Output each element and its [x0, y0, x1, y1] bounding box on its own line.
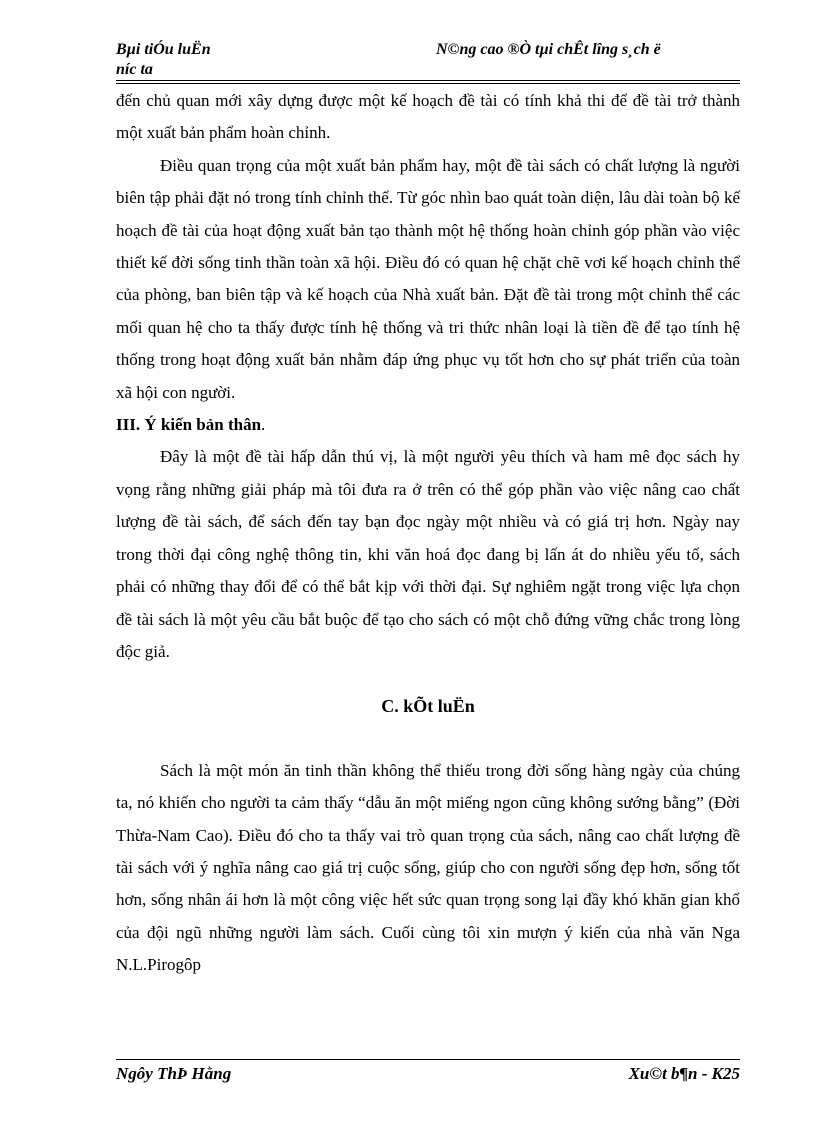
paragraph-4: Sách là một món ăn tinh thần không thể thiếu trong đời sống hàng ngày của chúng ta, nó khiến cho người ta cảm thấy “dẫu ăn một miếng ngon cũng không sướng bằng” (Đời Thừa-Nam Cao). Điều đó cho ta thấy vai trò quan trọng của sách, nâng cao chất lượng đề tài sách với ý nghĩa nâng cao giá trị cuộc sống, giúp cho con người sống đẹp hơn, sống tốt hơn, sống nhân ái hơn là một công việc hết sức quan trọng song lại đầy khó khăn gian khổ của đội ngũ những người làm sách. Cuối cùng tôi xin mượn ý kiến của nhà văn Nga N.L.Pirogôp: [116, 760, 740, 975]
header-rule-1: [116, 80, 740, 81]
body-text: [116, 85, 740, 982]
section-title-c: C. kÕt luËn: [381, 696, 475, 717]
footer-right: Xu©t b¶n - K25: [628, 1064, 740, 1083]
footer-rule: [116, 1059, 740, 1060]
paragraph-3: Đây là một đề tài hấp dẫn thú vị, là một người yêu thích và ham mê đọc sách hy vọng rằng những giải pháp mà tôi đưa ra ở trên có thể góp phần vào việc nâng cao chất lượng đề tài sách, để sách đến tay bạn đọc ngày một nhiều và có giá trị hơn. Ngày nay trong thời đại công nghệ thông tin, khi văn hoá đọc đang bị lấn át do nhiều yếu tố, sách phải có những thay đổi để có thể bắt kịp với thời đại. Sự nghiêm ngặt trong việc lựa chọn đề tài sách là một yêu cầu bắt buộc để tạo cho sách có một chỗ đứng vững chắc trong lòng độc giả.: [116, 447, 740, 661]
header-left-line2: níc ta: [116, 61, 153, 78]
header-left-line1: Bµi tiÓu luËn: [116, 41, 211, 58]
header-right: N©ng cao ®Ò tµi chÊt lîng s¸ch ë: [436, 41, 661, 58]
paragraph-2: Điều quan trọng của một xuất bản phẩm hay, một đề tài sách có chất lượng là người biên tập phải đặt nó trong tính chỉnh thể. Từ góc nhìn bao quát toàn diện, lâu dài toàn bộ kế hoạch đề tài của hoạt động xuất bản tạo thành một hệ thống hoàn chỉnh góp phần vào việc thiết kế đời sống tinh thần toàn xã hội. Điều đó có quan hệ chặt chẽ vơi kế hoạch chỉnh thể của phòng, ban biên tập và kế hoạch của Nhà xuất bản. Đặt đề tài trong một chỉnh thể các mối quan hệ cho ta thấy được tính hệ thống và tri thức nhân loại là tiền đề để tạo tính hệ thống trong hoạt động xuất bản nhằm đáp ứng phục vụ tốt hơn cho sự phát triển của toàn xã hội con người.: [116, 155, 740, 402]
footer-left: Ngôy ThÞ Hằng: [116, 1064, 232, 1083]
section-heading-iii-text: III. Ý kiến bản thân: [116, 415, 262, 435]
paragraph-1: đến chủ quan mới xây dựng được một kế hoạch đề tài có tính khả thi để đề tài trở thành một xuất bản phẩm hoàn chỉnh.: [116, 91, 740, 143]
section-heading-iii-tail: .: [261, 415, 266, 435]
header-left: [116, 40, 316, 80]
section-heading-iii: [116, 409, 740, 441]
header-rule-2: [116, 83, 740, 84]
